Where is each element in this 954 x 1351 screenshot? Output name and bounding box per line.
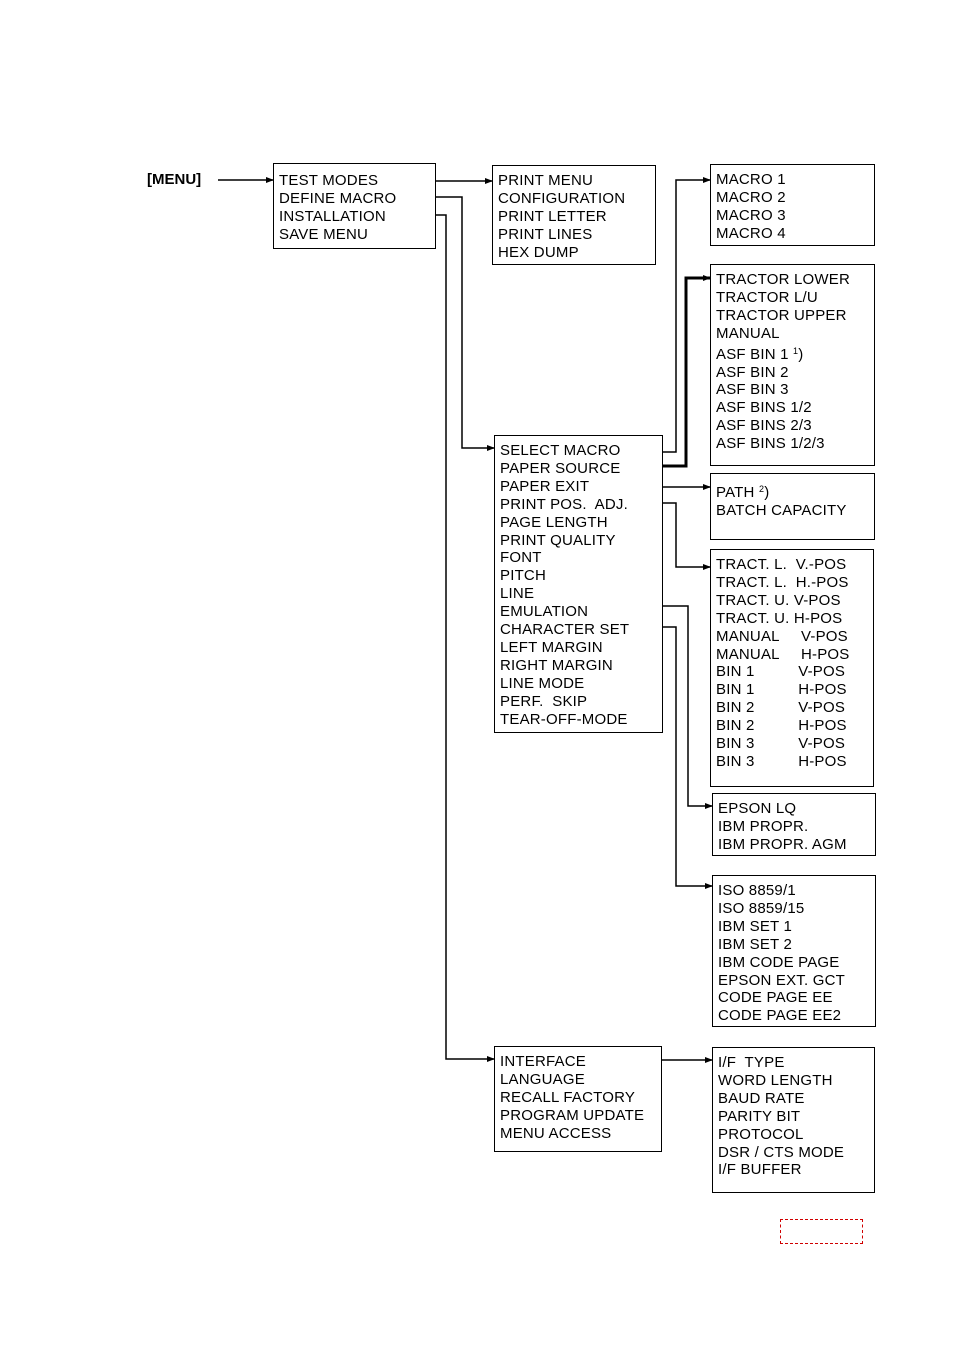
menu-item-right-margin[interactable]: RIGHT MARGIN [500,656,613,674]
menu-item-baud-rate[interactable]: BAUD RATE [718,1089,805,1107]
menu-item-protocol[interactable]: PROTOCOL [718,1125,804,1143]
menu-item-ibm-set-1[interactable]: IBM SET 1 [718,917,793,935]
menu-item-batch-capacity[interactable]: BATCH CAPACITY [716,501,847,519]
menu-item-language[interactable]: LANGUAGE [500,1070,585,1088]
menu-item-macro-4[interactable]: MACRO 4 [716,224,786,242]
test-modes-box [492,165,656,265]
menu-item-epson-ext-gct[interactable]: EPSON EXT. GCT [718,971,845,989]
menu-item-dsr-cts-mode[interactable]: DSR / CTS MODE [718,1143,845,1161]
menu-item-manual[interactable]: MANUAL [716,324,780,342]
menu-item-code-page-ee2[interactable]: CODE PAGE EE2 [718,1007,842,1025]
menu-item-pitch[interactable]: PITCH [500,567,546,585]
menu-item-tractor-lu[interactable]: TRACTOR L/U [716,288,818,306]
menu-item-macro-2[interactable]: MACRO 2 [716,188,786,206]
menu-item-tract-u-hpos[interactable]: TRACT. U. H-POS [716,609,843,627]
menu-item-word-length[interactable]: WORD LENGTH [718,1071,833,1089]
paper-exit-box [710,473,875,540]
menu-label: [MENU] [147,171,202,188]
menu-item-asf-bin-3[interactable]: ASF BIN 3 [716,381,789,399]
menu-item-bin3-vpos[interactable]: BIN 3 V-POS [716,735,846,753]
menu-item-paper-source[interactable]: PAPER SOURCE [500,459,621,477]
menu-item-path[interactable] [716,481,847,502]
menu-item-recall-factory[interactable]: RECALL FACTORY [500,1088,636,1106]
installation-box [494,1046,662,1152]
menu-item-macro-1[interactable]: MACRO 1 [716,171,786,188]
menu-item-emulation[interactable]: EMULATION [500,603,589,621]
menu-item-tract-l-hpos[interactable]: TRACT. L. H.-POS [716,573,849,591]
menu-item-asf-bin-2[interactable]: ASF BIN 2 [716,363,789,381]
menu-item-ibm-code-page[interactable]: IBM CODE PAGE [718,953,840,971]
arrow-installation [408,215,494,1059]
menu-item-interface[interactable]: INTERFACE [500,1053,586,1070]
menu-item-ibm-set-2[interactable]: IBM SET 2 [718,935,793,953]
menu-item-line[interactable]: LINE [500,585,535,603]
footnote-2-paren: ) [764,484,770,501]
menu-item-tract-u-vpos[interactable]: TRACT. U. V-POS [716,591,841,609]
define-macro-box [494,435,663,733]
menu-item-tractor-upper[interactable]: TRACTOR UPPER [716,306,847,324]
menu-item-print-quality[interactable]: PRINT QUALITY [500,531,616,549]
menu-item-ibm-propr[interactable]: IBM PROPR. [718,817,809,835]
menu-item-page-length[interactable]: PAGE LENGTH [500,513,608,531]
print-pos-box [710,549,874,787]
dashed-placeholder-box [780,1219,863,1244]
arrow-define-macro [428,197,494,448]
charset-box [712,875,876,1027]
menu-item-ibm-propr-agm[interactable]: IBM PROPR. AGM [718,835,847,853]
menu-item-program-update[interactable]: PROGRAM UPDATE [500,1106,645,1124]
menu-item-code-page-ee[interactable]: CODE PAGE EE [718,989,833,1007]
menu-item-character-set[interactable]: CHARACTER SET [500,621,630,639]
menu-item-asf-bins-2-3[interactable]: ASF BINS 2/3 [716,417,812,435]
menu-item-print-menu[interactable]: PRINT MENU [498,172,594,189]
menu-item-perf-skip[interactable]: PERF. SKIP [500,692,588,710]
menu-item-configuration[interactable]: CONFIGURATION [498,189,626,207]
menu-item-print-pos-adj[interactable]: PRINT POS. ADJ. [500,495,628,513]
footnote-1: 1 [793,345,799,356]
menu-item-print-letter[interactable]: PRINT LETTER [498,207,607,225]
path-label: PATH [716,484,755,501]
menu-item-left-margin[interactable]: LEFT MARGIN [500,638,603,656]
menu-item-parity-bit[interactable]: PARITY BIT [718,1107,801,1125]
menu-item-menu-access[interactable]: MENU ACCESS [500,1124,612,1142]
menu-item-bin1-hpos[interactable]: BIN 1 H-POS [716,681,847,699]
menu-item-tear-off-mode[interactable]: TEAR-OFF-MODE [500,710,628,728]
menu-item-paper-exit[interactable]: PAPER EXIT [500,477,590,495]
menu-item-save-menu[interactable]: SAVE MENU [279,225,369,243]
menu-item-select-macro[interactable]: SELECT MACRO [500,442,621,459]
menu-item-define-macro[interactable]: DEFINE MACRO [279,189,397,207]
interface-box [712,1047,875,1193]
macros-box [710,164,875,246]
menu-item-asf-bins-1-2[interactable]: ASF BINS 1/2 [716,399,812,417]
menu-item-iso-8859-15[interactable]: ISO 8859/15 [718,899,805,917]
footnote-1-paren: ) [798,345,804,363]
menu-item-if-buffer[interactable]: I/F BUFFER [718,1161,802,1179]
menu-item-line-mode[interactable]: LINE MODE [500,674,585,692]
menu-item-tractor-lower[interactable]: TRACTOR LOWER [716,271,850,288]
menu-item-font[interactable]: FONT [500,549,542,567]
menu-item-tract-l-vpos[interactable]: TRACT. L. V.-POS [716,556,847,573]
menu-item-epson-lq[interactable]: EPSON LQ [718,800,797,817]
emulation-box [712,793,876,856]
menu-item-manual-hpos[interactable]: MANUAL H-POS [716,645,850,663]
menu-item-bin2-vpos[interactable]: BIN 2 V-POS [716,699,846,717]
menu-item-asf-bins-1-2-3[interactable]: ASF BINS 1/2/3 [716,435,825,453]
menu-item-test-modes[interactable]: TEST MODES [279,172,379,189]
paper-source-box [710,264,875,466]
menu-item-print-lines[interactable]: PRINT LINES [498,225,593,243]
menu-item-bin2-hpos[interactable]: BIN 2 H-POS [716,717,847,735]
menu-item-manual-vpos[interactable]: MANUAL V-POS [716,627,848,645]
menu-item-installation[interactable]: INSTALLATION [279,207,386,225]
menu-item-bin3-hpos[interactable]: BIN 3 H-POS [716,752,847,770]
menu-item-macro-3[interactable]: MACRO 3 [716,206,786,224]
footnote-2: 2 [758,484,765,494]
menu-item-bin1-vpos[interactable]: BIN 1 V-POS [716,663,846,681]
menu-item-asf-bin-1[interactable] [716,343,850,364]
asf-bin-1-label: ASF BIN 1 [716,345,789,363]
menu-item-iso-8859-1[interactable]: ISO 8859/1 [718,882,796,899]
menu-item-if-type[interactable]: I/F TYPE [718,1054,785,1071]
main-menu-box [273,163,436,249]
menu-item-hex-dump[interactable]: HEX DUMP [498,243,579,261]
